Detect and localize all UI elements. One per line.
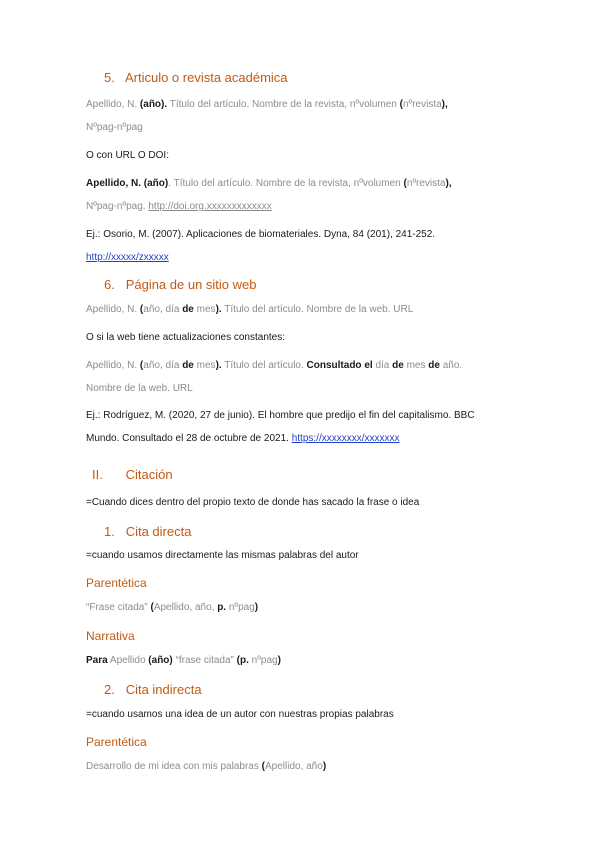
section-ii-heading: [92, 467, 599, 482]
doi-link[interactable]: http://doi.org.xxxxxxxxxxxxx: [148, 201, 272, 212]
website-updated-format-line-1: Apellido, N. (año, día de mes). Título del artículo. Consultado el día de mes de año.: [86, 360, 463, 371]
direct-quote-description: =cuando usamos directamente las mismas palabras del autor: [86, 550, 359, 561]
section-6-number: 6.: [104, 277, 115, 292]
indirect-quote-title: Cita indirecta: [125, 682, 202, 697]
indirect-quote-number: 2.: [104, 682, 115, 697]
indirect-parenthetical-label: Parentética: [86, 735, 147, 749]
direct-quote-title: Cita directa: [125, 524, 192, 539]
journal-format-line-2: Nºpag-nºpag: [86, 122, 143, 133]
website-format-line: Apellido, N. (año, día de mes). Título del artículo. Nombre de la web. URL: [86, 304, 414, 315]
indirect-quote-heading: [104, 682, 599, 697]
journal-example-link-line: [86, 247, 599, 268]
journal-doi-format-line-2: Nºpag-nºpag. http://doi.org.xxxxxxxxxxxxx: [86, 201, 272, 212]
direct-quote-number: 1.: [104, 524, 115, 539]
journal-example-link[interactable]: http://xxxxx/zxxxxx: [86, 252, 169, 263]
direct-parenthetical-label: Parentética: [86, 576, 147, 590]
section-ii-title: Citación: [125, 467, 173, 482]
direct-quote-heading: [104, 524, 599, 539]
section-5-number: 5.: [104, 70, 115, 85]
direct-parenthetical-example: “Frase citada” (Apellido, año, p. nºpag): [86, 602, 259, 613]
section-ii-number: II.: [92, 467, 103, 482]
journal-format-line-1: Apellido, N. (año). Título del artículo. Nombre de la revista, nºvolumen (nºrevista),: [86, 99, 448, 110]
section-5-heading: [104, 70, 599, 85]
updates-label: O si la web tiene actualizaciones constantes:: [86, 332, 285, 343]
direct-narrative-example: Para Apellido (año) “frase citada” (p. nºpag): [86, 655, 281, 666]
section-5-title: Articulo o revista académica: [124, 70, 288, 85]
section-6-heading: [104, 277, 599, 292]
indirect-parenthetical-example: Desarrollo de mi idea con mis palabras (Apellido, año): [86, 761, 327, 772]
website-example-line-1: Ej.: Rodríguez, M. (2020, 27 de junio). El hombre que predijo el fin del capitalismo. BBC: [86, 410, 475, 421]
indirect-quote-description: =cuando usamos una idea de un autor con nuestras propias palabras: [86, 709, 394, 720]
citation-description: =Cuando dices dentro del propio texto de donde has sacado la frase o idea: [86, 497, 420, 508]
website-updated-format-line-2: Nombre de la web. URL: [86, 383, 193, 394]
url-doi-label: O con URL O DOI:: [86, 150, 169, 161]
section-6-title: Página de un sitio web: [125, 277, 257, 292]
journal-doi-format-line-1: Apellido, N. (año). Título del artículo. Nombre de la revista, nºvolumen (nºrevista),: [86, 178, 452, 189]
website-example-line-2: Mundo. Consultado el 28 de octubre de 2021. https://xxxxxxxx/xxxxxxx: [86, 433, 400, 444]
website-example-link[interactable]: https://xxxxxxxx/xxxxxxx: [291, 433, 400, 444]
journal-example: Ej.: Osorio, M. (2007). Aplicaciones de biomateriales. Dyna, 84 (201), 241-252.: [86, 229, 436, 240]
direct-narrative-label: Narrativa: [86, 629, 135, 643]
